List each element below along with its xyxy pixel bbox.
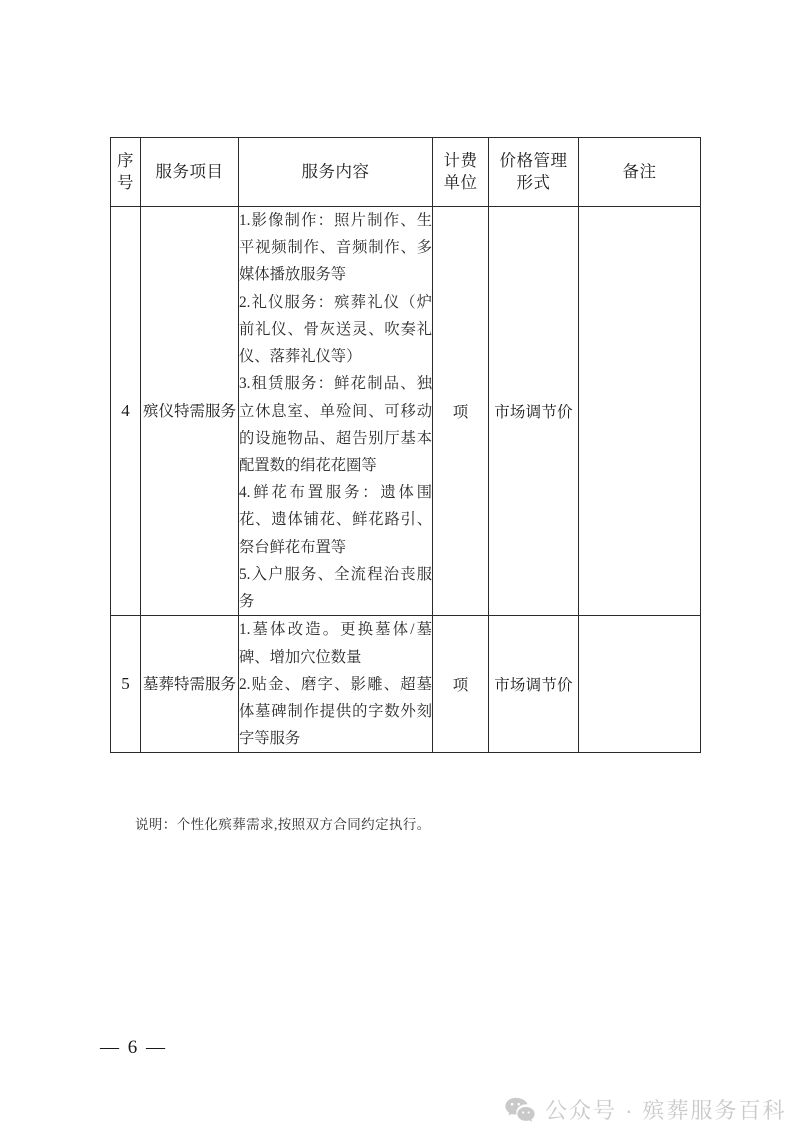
- column-header-unit-line2: 单位: [443, 173, 478, 192]
- cell-price-form: 市场调节价: [489, 616, 579, 753]
- cell-remark: [579, 616, 701, 753]
- content-line: 3.租赁服务：鲜花制品、独立休息室、单殓间、可移动的设施物品、超告别厅基本配置数的绢花花圈等: [239, 375, 432, 474]
- cell-service-content: [239, 207, 433, 616]
- content-line: 1.墓体改造。更换墓体/墓碑、增加穴位数量: [239, 621, 432, 666]
- cell-unit: 项: [433, 207, 489, 616]
- page-number: — 6 —: [100, 1037, 167, 1058]
- content-line: 1.影像制作：照片制作、生平视频制作、音频制作、多媒体播放服务等: [239, 212, 432, 284]
- cell-service-item: 墓葬特需服务: [141, 616, 239, 753]
- column-header-sequence-char2: 号: [117, 173, 134, 192]
- wechat-icon: [505, 1097, 535, 1123]
- footer-brand-text: 公众号 · 殡葬服务百科: [545, 1098, 787, 1123]
- column-header-price-form-line1: 价格管理: [499, 151, 568, 171]
- column-header-sequence: [111, 138, 141, 207]
- column-header-price-form: [489, 138, 579, 207]
- cell-remark: [579, 207, 701, 616]
- column-header-service-item: 服务项目: [141, 138, 239, 207]
- column-header-sequence-char1: 序: [117, 151, 134, 171]
- content-line: 2.礼仪服务：殡葬礼仪（炉前礼仪、骨灰送灵、吹奏礼仪、落葬礼仪等）: [239, 293, 432, 366]
- cell-sequence: 5: [111, 616, 141, 753]
- column-header-remark: 备注: [579, 138, 701, 207]
- table-row: [111, 207, 701, 616]
- column-header-unit-line1: 计费: [443, 151, 478, 171]
- cell-service-item: 殡仪特需服务: [141, 207, 239, 616]
- table-header-row: [111, 138, 701, 207]
- footer-brand: [505, 1094, 787, 1125]
- cell-sequence: 4: [111, 207, 141, 616]
- table-row: [111, 616, 701, 753]
- content-line: 4.鲜花布置服务：遗体围花、遗体铺花、鲜花路引、祭台鲜花布置等: [239, 484, 432, 556]
- table-note: 说明：个性化殡葬需求,按照双方合同约定执行。: [135, 817, 431, 832]
- service-price-table: [110, 137, 701, 753]
- cell-price-form: 市场调节价: [489, 207, 579, 616]
- column-header-unit: [433, 138, 489, 207]
- column-header-price-form-line2: 形式: [516, 173, 551, 192]
- cell-service-content: [239, 616, 433, 753]
- column-header-service-content: 服务内容: [239, 138, 433, 207]
- content-line: 2.贴金、磨字、影雕、超墓体墓碑制作提供的字数外刻字等服务: [239, 675, 432, 748]
- cell-unit: 项: [433, 616, 489, 753]
- content-line: 5.入户服务、全流程治丧服务: [239, 565, 432, 611]
